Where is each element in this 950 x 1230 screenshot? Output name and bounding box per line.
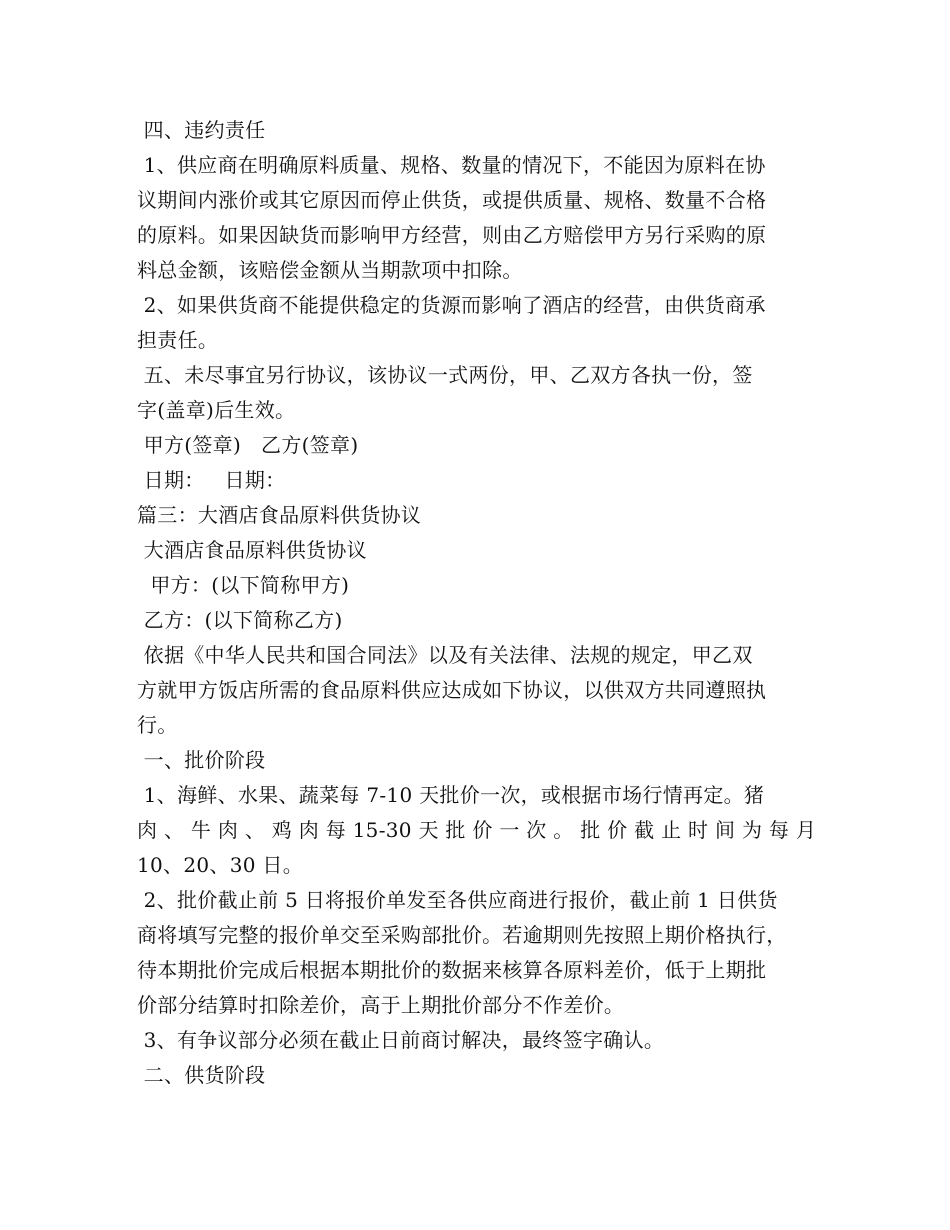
paragraph-line: 的原料。如果因缺货而影响甲方经营，则由乙方赔偿甲方另行采购的原 xyxy=(137,223,767,247)
party-a-line: 甲方：(以下简称甲方) xyxy=(137,573,350,597)
agreement-title: 大酒店食品原料供货协议 xyxy=(137,538,367,562)
section-heading-pricing: 一、批价阶段 xyxy=(137,748,266,772)
paragraph-line: 1、海鲜、水果、蔬菜每 7-10 天批价一次，或根据市场行情再定。猪 xyxy=(137,783,765,807)
paragraph-line: 字(盖章)后生效。 xyxy=(137,398,296,422)
paragraph-line: 待本期批价完成后根据本期批价的数据来核算各原料差价，低于上期批 xyxy=(137,958,767,982)
paragraph-line: 料总金额，该赔偿金额从当期款项中扣除。 xyxy=(137,258,523,282)
paragraph-line: 行。 xyxy=(137,713,178,737)
paragraph-line: 2、批价截止前 5 日将报价单发至各供应商进行报价，截止前 1 日供货 xyxy=(137,888,778,912)
section-heading-supply: 二、供货阶段 xyxy=(137,1063,266,1087)
paragraph-line: 肉 、 牛 肉 、 鸡 肉 每 15-30 天 批 价 一 次 。 批 价 截 止 时 间 为 每 月 xyxy=(137,818,817,842)
paragraph-line: 担责任。 xyxy=(137,328,219,352)
date-line: 日期： 日期： xyxy=(137,468,286,492)
paragraph-line: 10、20、30 日。 xyxy=(137,853,304,877)
party-b-line: 乙方：(以下简称乙方) xyxy=(137,608,343,632)
paragraph-line: 依据《中华人民共和国合同法》以及有关法律、法规的规定，甲乙双 xyxy=(137,643,753,667)
paragraph-line: 五、未尽事宜另行协议，该协议一式两份，甲、乙双方各执一份，签 xyxy=(137,363,753,387)
paragraph-line: 2、如果供货商不能提供稳定的货源而影响了酒店的经营，由供货商承 xyxy=(137,293,766,317)
paragraph-line: 方就甲方饭店所需的食品原料供应达成如下协议，以供双方共同遵照执 xyxy=(137,678,767,702)
paragraph-line: 1、供应商在明确原料质量、规格、数量的情况下，不能因为原料在协 xyxy=(137,153,766,177)
signature-line: 甲方(签章) 乙方(签章) xyxy=(137,433,359,457)
paragraph-line: 价部分结算时扣除差价，高于上期批价部分不作差价。 xyxy=(137,993,625,1017)
paragraph-line: 议期间内涨价或其它原因而停止供货，或提供质量、规格、数量不合格 xyxy=(137,188,767,212)
paragraph-line: 商将填写完整的报价单交至采购部批价。若逾期则先按照上期价格执行， xyxy=(137,923,787,947)
paragraph-line: 3、有争议部分必须在截止日前商讨解决，最终签字确认。 xyxy=(137,1028,665,1052)
section-heading-breach-liability: 四、违约责任 xyxy=(137,118,266,142)
article-title: 篇三：大酒店食品原料供货协议 xyxy=(137,503,422,527)
